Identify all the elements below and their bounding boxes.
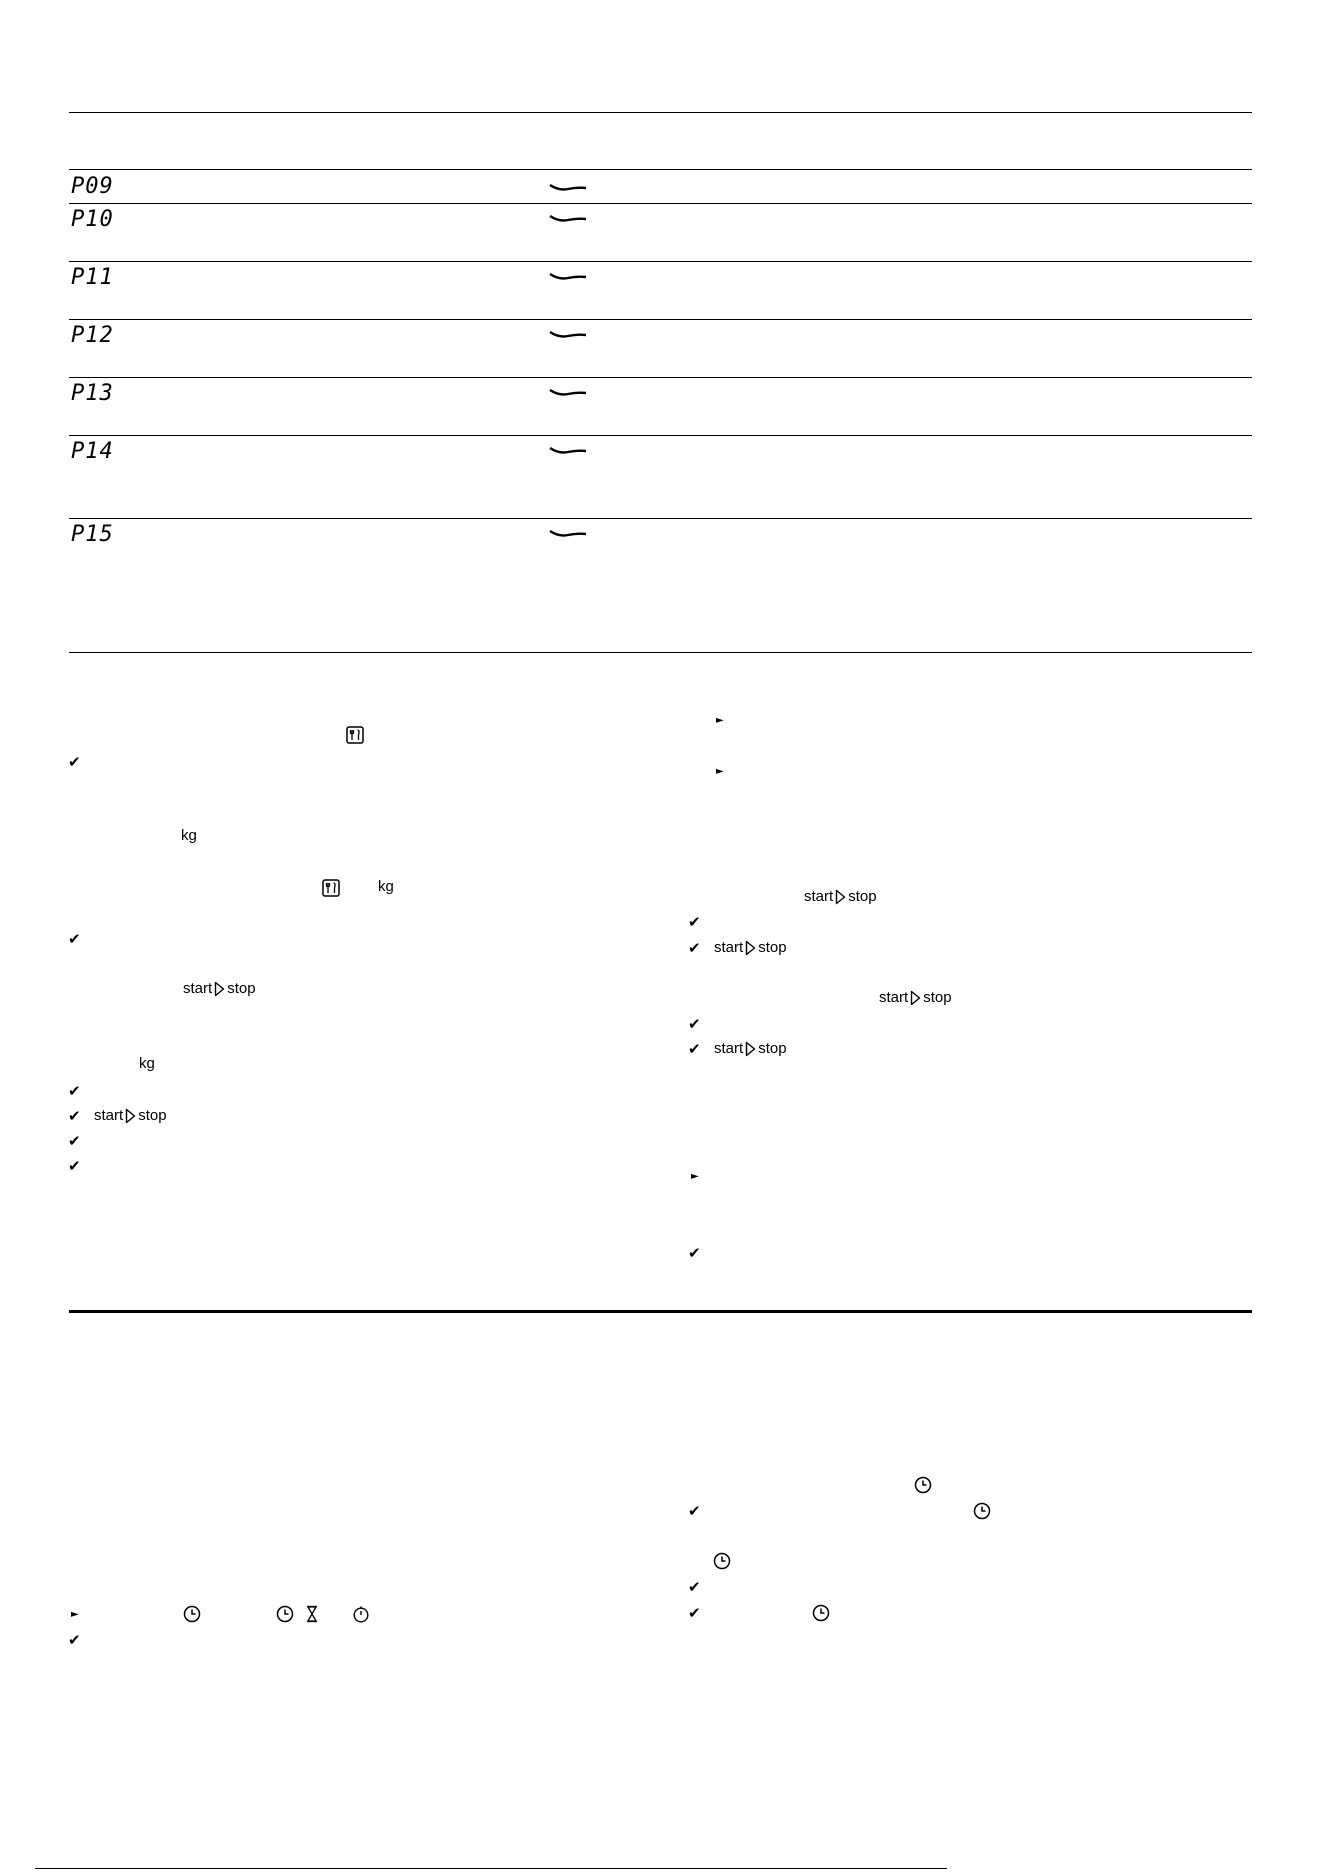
stop-label: stop — [848, 888, 877, 905]
start-stop-symbol — [714, 1040, 787, 1058]
bottom-heat-icon — [549, 388, 587, 398]
arrow-icon: ► — [716, 715, 724, 726]
program-code: P09 — [71, 174, 114, 199]
play-icon — [125, 1108, 136, 1124]
program-code: P10 — [71, 207, 114, 232]
section-divider — [69, 1310, 1252, 1313]
stop-label: stop — [758, 1040, 787, 1057]
bottom-heat-icon — [549, 529, 587, 539]
clock-icon — [183, 1605, 201, 1623]
start-label: start — [879, 989, 909, 1006]
row-rule — [69, 435, 1252, 436]
bottom-heat-icon — [549, 272, 587, 282]
check-icon: ✔ — [68, 1631, 81, 1649]
row-rule — [69, 203, 1252, 204]
start-stop-symbol — [94, 1107, 167, 1125]
play-icon — [745, 1041, 756, 1057]
stop-label: stop — [923, 989, 952, 1006]
check-icon: ✔ — [688, 1015, 701, 1033]
kg-unit: kg — [378, 878, 394, 895]
program-code: P13 — [71, 381, 114, 406]
bottom-heat-icon — [549, 183, 587, 193]
clock-icon — [713, 1552, 731, 1570]
row-rule — [69, 319, 1252, 320]
programme-icon — [322, 879, 340, 897]
check-icon: ✔ — [688, 939, 701, 957]
clock-icon — [812, 1604, 830, 1622]
program-code: P11 — [71, 265, 114, 290]
check-icon: ✔ — [688, 1604, 701, 1622]
start-label: start — [804, 888, 834, 905]
table-header-rule — [69, 169, 1252, 170]
bottom-heat-icon — [549, 214, 587, 224]
check-icon: ✔ — [68, 930, 81, 948]
check-icon: ✔ — [688, 913, 701, 931]
check-icon: ✔ — [68, 753, 81, 771]
start-stop-symbol — [804, 888, 877, 906]
stopwatch-icon — [352, 1605, 370, 1623]
start-label: start — [714, 939, 744, 956]
program-code: P15 — [71, 522, 114, 547]
check-icon: ✔ — [68, 1082, 81, 1100]
program-code: P14 — [71, 439, 114, 464]
play-icon — [214, 981, 225, 997]
program-code: P12 — [71, 323, 114, 348]
start-stop-symbol — [183, 980, 256, 998]
check-icon: ✔ — [688, 1502, 701, 1520]
play-icon — [835, 889, 846, 905]
hourglass-icon — [305, 1605, 319, 1623]
check-icon: ✔ — [688, 1040, 701, 1058]
clock-icon — [276, 1605, 294, 1623]
check-icon: ✔ — [68, 1107, 81, 1125]
bottom-heat-icon — [549, 330, 587, 340]
clock-icon — [973, 1502, 991, 1520]
play-icon — [910, 990, 921, 1006]
start-stop-symbol — [879, 989, 952, 1007]
start-label: start — [94, 1107, 124, 1124]
kg-unit: kg — [139, 1055, 155, 1072]
check-icon: ✔ — [688, 1244, 701, 1262]
start-stop-symbol — [714, 939, 787, 957]
clock-icon — [914, 1476, 932, 1494]
row-rule — [69, 261, 1252, 262]
check-icon: ✔ — [68, 1157, 81, 1175]
programme-icon — [346, 726, 364, 744]
row-rule — [69, 518, 1252, 519]
row-rule — [69, 377, 1252, 378]
play-icon — [745, 940, 756, 956]
arrow-icon: ► — [716, 766, 724, 777]
bottom-heat-icon — [549, 446, 587, 456]
arrow-icon: ► — [691, 1171, 699, 1182]
stop-label: stop — [758, 939, 787, 956]
footer-rule — [35, 1868, 947, 1869]
stop-label: stop — [138, 1107, 167, 1124]
table-bottom-rule — [69, 652, 1252, 653]
check-icon: ✔ — [68, 1132, 81, 1150]
arrow-icon: ► — [71, 1609, 79, 1620]
table-top-rule — [69, 112, 1252, 113]
kg-unit: kg — [181, 827, 197, 844]
start-label: start — [183, 980, 213, 997]
check-icon: ✔ — [688, 1578, 701, 1596]
stop-label: stop — [227, 980, 256, 997]
start-label: start — [714, 1040, 744, 1057]
